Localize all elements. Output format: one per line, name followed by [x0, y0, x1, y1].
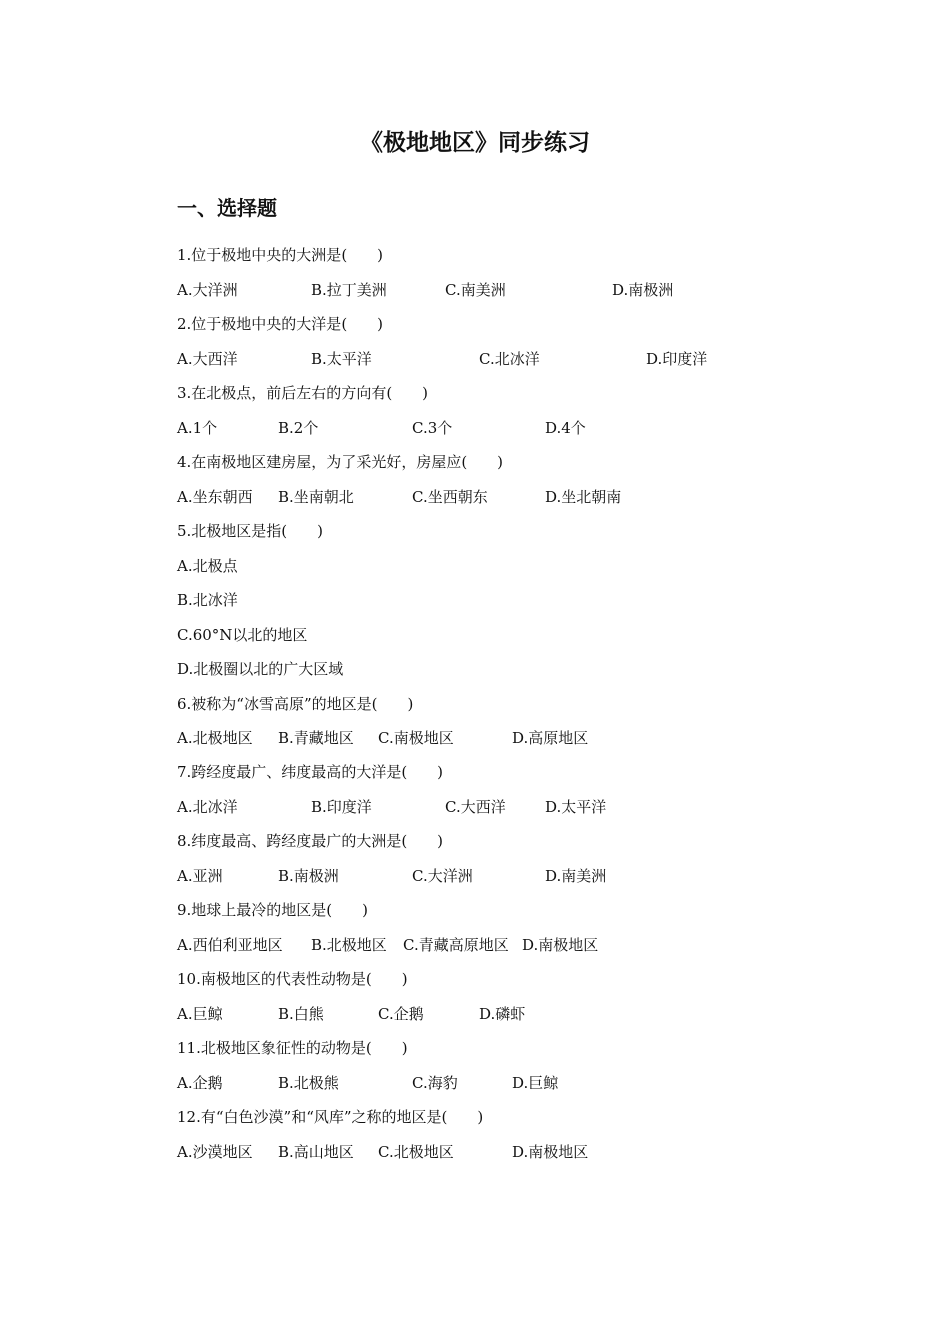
option-a: A.北极点: [177, 557, 238, 575]
question-stem: 4.在南极地区建房屋，为了采光好，房屋应( ): [177, 453, 504, 471]
option-d: D.4个: [545, 419, 586, 437]
option-c: C.大洋洲: [412, 867, 473, 885]
question-stem: 6.被称为“冰雪高原”的地区是( ): [177, 695, 414, 713]
option-b: B.北冰洋: [177, 591, 238, 609]
option-a: A.1个: [177, 419, 218, 437]
section-heading: 一、选择题: [177, 196, 277, 220]
option-b: B.北极地区: [311, 936, 387, 954]
option-c: C.南美洲: [445, 281, 506, 299]
option-a: A.巨鲸: [177, 1005, 223, 1023]
option-d: D.北极圈以北的广大区域: [177, 660, 344, 678]
question-stem: 3.在北极点，前后左右的方向有( ): [177, 384, 429, 402]
option-b: B.太平洋: [311, 350, 372, 368]
option-c: C.海豹: [412, 1074, 458, 1092]
option-b: B.2个: [278, 419, 319, 437]
option-b: B.北极熊: [278, 1074, 339, 1092]
option-c: C.南极地区: [378, 729, 454, 747]
option-a: A.企鹅: [177, 1074, 223, 1092]
option-d: D.南美洲: [545, 867, 607, 885]
option-a: A.大西洋: [177, 350, 238, 368]
option-c: C.坐西朝东: [412, 488, 488, 506]
option-a: A.西伯利亚地区: [177, 936, 283, 954]
page-title: 《极地地区》同步练习: [360, 130, 590, 156]
option-a: A.大洋洲: [177, 281, 238, 299]
option-a: A.亚洲: [177, 867, 223, 885]
option-d: D.太平洋: [545, 798, 607, 816]
option-d: D.南极地区: [522, 936, 599, 954]
option-d: D.南极地区: [512, 1143, 589, 1161]
question-stem: 5.北极地区是指( ): [177, 522, 324, 540]
option-b: B.青藏地区: [278, 729, 354, 747]
option-d: D.高原地区: [512, 729, 589, 747]
option-d: D.磷虾: [479, 1005, 526, 1023]
option-b: B.拉丁美洲: [311, 281, 387, 299]
option-a: A.北极地区: [177, 729, 253, 747]
option-b: B.坐南朝北: [278, 488, 354, 506]
question-stem: 7.跨经度最广、纬度最高的大洋是( ): [177, 763, 444, 781]
option-c: C.青藏高原地区: [403, 936, 509, 954]
question-stem: 9.地球上最冷的地区是( ): [177, 901, 369, 919]
question-stem: 12.有“白色沙漠”和“风库”之称的地区是( ): [177, 1108, 484, 1126]
option-c: C.北极地区: [378, 1143, 454, 1161]
question-stem: 2.位于极地中央的大洋是( ): [177, 315, 384, 333]
option-b: B.南极洲: [278, 867, 339, 885]
option-d: D.印度洋: [646, 350, 708, 368]
question-stem: 10.南极地区的代表性动物是( ): [177, 970, 408, 988]
option-d: D.南极洲: [612, 281, 674, 299]
option-b: B.印度洋: [311, 798, 372, 816]
option-a: A.北冰洋: [177, 798, 238, 816]
option-c: C.大西洋: [445, 798, 506, 816]
option-c: C.企鹅: [378, 1005, 424, 1023]
option-d: D.坐北朝南: [545, 488, 622, 506]
option-c: C.北冰洋: [479, 350, 540, 368]
option-c: C.3个: [412, 419, 453, 437]
option-c: C.60°N以北的地区: [177, 626, 308, 644]
question-stem: 8.纬度最高、跨经度最广的大洲是( ): [177, 832, 444, 850]
question-stem: 11.北极地区象征性的动物是( ): [177, 1039, 408, 1057]
option-a: A.坐东朝西: [177, 488, 253, 506]
option-b: B.高山地区: [278, 1143, 354, 1161]
option-d: D.巨鲸: [512, 1074, 559, 1092]
option-b: B.白熊: [278, 1005, 324, 1023]
question-stem: 1.位于极地中央的大洲是( ): [177, 246, 384, 264]
option-a: A.沙漠地区: [177, 1143, 253, 1161]
